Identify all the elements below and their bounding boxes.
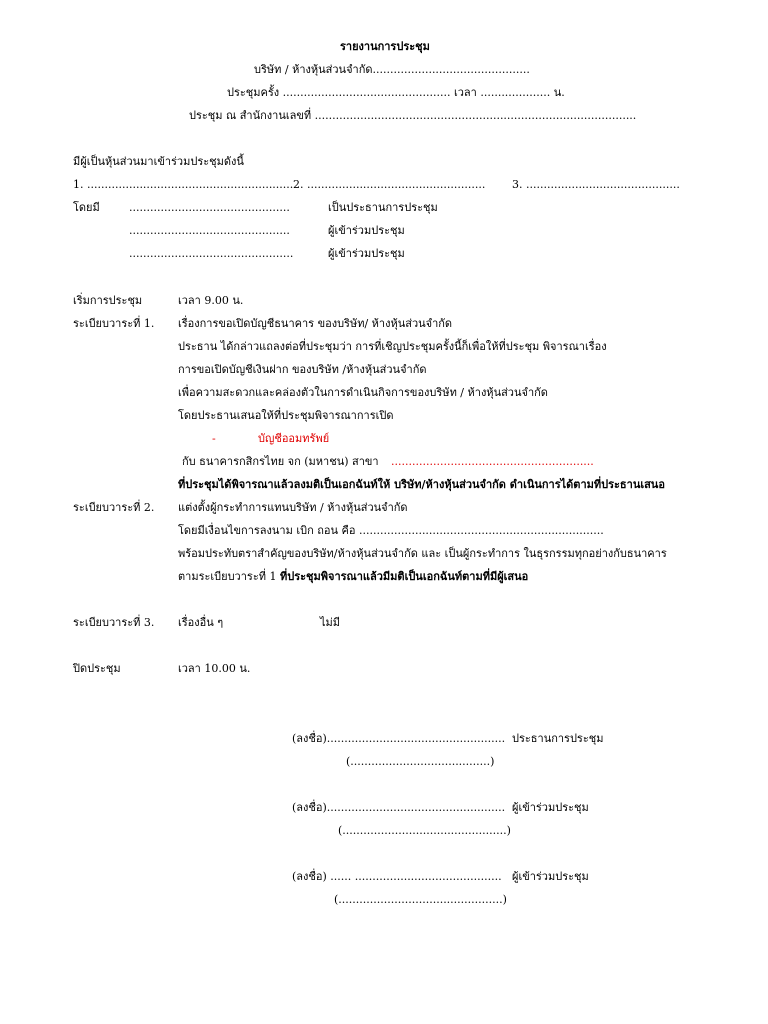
agenda-3-topic: เรื่องอื่น ๆ [178,616,224,629]
close-label: ปิดประชุม [73,662,121,675]
agenda-1-line-3: การขอเปิดบัญชีเงินฝาก ของบริษัท /ห้างหุ้นส่วนจำกัด [178,363,427,376]
attendee-1: 1. ........................................................... [73,178,294,191]
bank-line: กับ ธนาคารกสิกรไทย จก (มหาชน) สาขา [182,455,379,468]
account-type: บัญชีออมทรัพย์ [258,432,330,445]
agenda-1-line-2: ประธาน ได้กล่าวแถลงต่อที่ประชุมว่า การที่เชิญประชุมครั้งนี้ก็เพื่อให้ที่ประชุม พิจารณาเรื่อง [178,340,607,353]
signature-1-name: (........................................) [346,755,495,768]
agenda-2-line-1: แต่งตั้งผู้กระทำการแทนบริษัท / ห้างหุ้นส่วนจำกัด [178,501,408,514]
agenda-2-line-4 [178,570,528,584]
agenda-1-line-1: เรื่องการขอเปิดบัญชีธนาคาร ของบริษัท/ ห้างหุ้นส่วนจำกัด [178,317,453,330]
location-line: ประชุม ณ สำนักงานเลขที่ ............................................................................................ [189,109,637,122]
agenda-1-label: ระเบียบวาระที่ 1. [73,317,155,330]
agenda-1-resolution: ที่ประชุมได้พิจารณาแล้วลงมติเป็นเอกฉันท์ให้ บริษัท/ห้างหุ้นส่วนจำกัด ดำเนินการได้ตามที่ประธานเสนอ [178,478,665,491]
role-2-dots: .............................................. [129,224,290,237]
bank-branch-dots: .......................................................... [391,455,594,468]
role-1-label: เป็นประธานการประชุม [328,201,438,214]
attendees-heading: มีผู้เป็นหุ้นส่วนมาเข้าร่วมประชุมดังนี้ [73,155,244,168]
start-label: เริ่มการประชุม [73,294,143,307]
role-3-label: ผู้เข้าร่วมประชุม [328,247,405,260]
signature-3-line: (ลงชื่อ) ...... .......................................... [292,870,502,883]
start-time: เวลา 9.00 น. [178,294,244,307]
meeting-number-line: ประชุมครั้ง ................................................ เวลา .................... น. [227,86,565,99]
agenda-2-line-4-prefix: ตามระเบียบวาระที่ 1 [178,570,280,583]
agenda-2-resolution: ที่ประชุมพิจารณาแล้วมีมติเป็นเอกฉันท์ตามที่มีผู้เสนอ [279,570,529,583]
signature-3-name: (...............................................) [334,893,507,906]
attendee-2: 2. ................................................... [293,178,486,191]
role-2-label: ผู้เข้าร่วมประชุม [328,224,405,237]
agenda-2-line-3: พร้อมประทับตราสำคัญของบริษัท/ห้างหุ้นส่วนจำกัด และ เป็นผู้กระทำการ ในธุรกรรมทุกอย่างกับธนาคาร [178,547,667,560]
account-dash: - [212,432,216,445]
agenda-3-value: ไม่มี [320,616,341,629]
agenda-2-label: ระเบียบวาระที่ 2. [73,501,155,514]
agenda-3-label: ระเบียบวาระที่ 3. [73,616,155,629]
company-line: บริษัท / ห้างหุ้นส่วนจำกัด............................................. [254,63,530,76]
signature-1-role: ประธานการประชุม [512,732,604,745]
signature-2-role: ผู้เข้าร่วมประชุม [512,801,589,814]
page-title: รายงานการประชุม [340,40,430,53]
agenda-1-line-4: เพื่อความสะดวกและคล่องตัวในการดำเนินกิจการของบริษัท / ห้างหุ้นส่วนจำกัด [178,386,548,399]
by-label: โดยมี [73,201,100,214]
signature-2-line: (ลงชื่อ)................................................... [292,801,506,814]
agenda-2-line-2: โดยมีเงื่อนไขการลงนาม เบิก ถอน คือ ...................................................................... [178,524,604,537]
role-3-dots: ............................................... [129,247,294,260]
agenda-1-line-5: โดยประธานเสนอให้ที่ประชุมพิจารณาการเปิด [178,409,394,422]
signature-2-name: (...............................................) [338,824,511,837]
role-1-dots: .............................................. [129,201,290,214]
signature-3-role: ผู้เข้าร่วมประชุม [512,870,589,883]
signature-1-line: (ลงชื่อ)................................................... [292,732,506,745]
close-time: เวลา 10.00 น. [178,662,251,675]
attendee-3: 3. ............................................ [512,178,680,191]
